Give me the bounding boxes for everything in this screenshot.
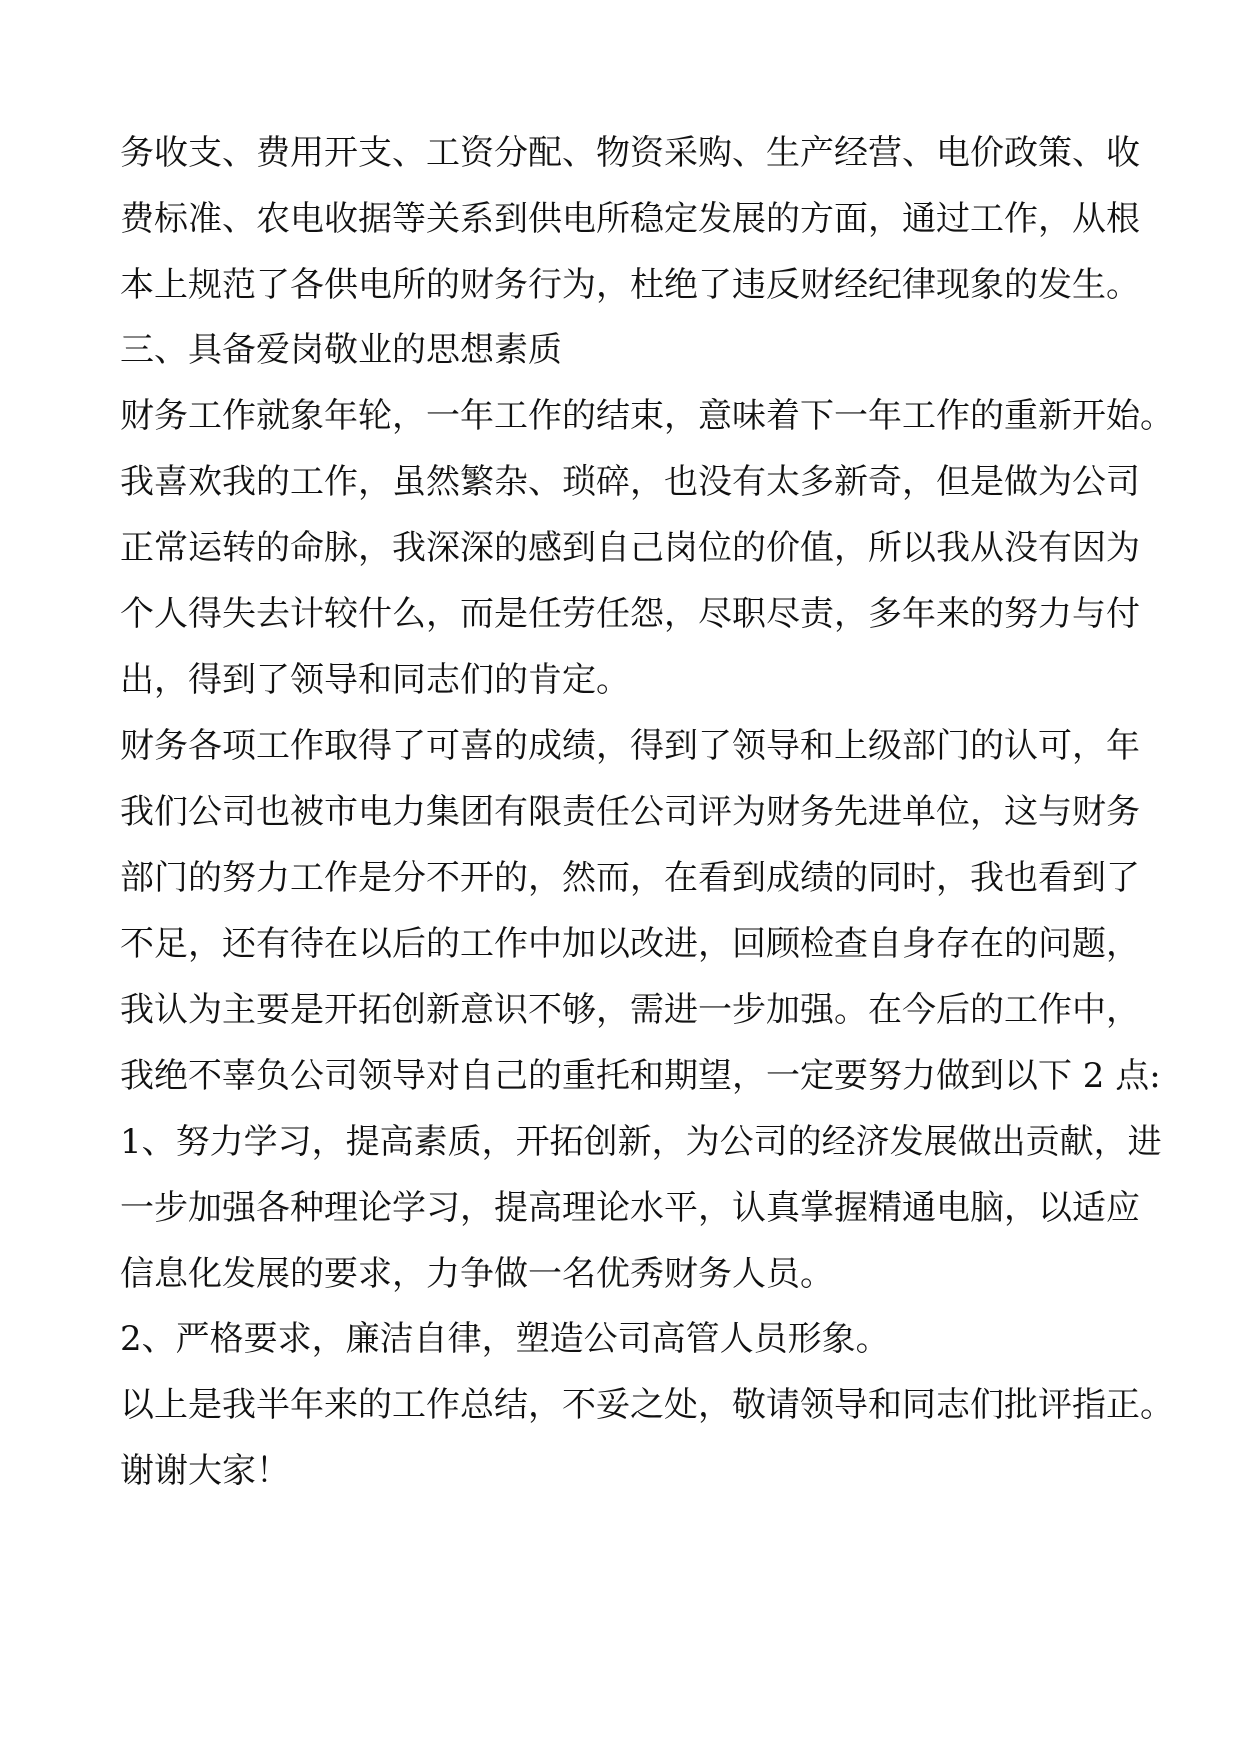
text-line: 财务各项工作取得了可喜的成绩，得到了领导和上级部门的认可，年: [120, 726, 1140, 766]
section-heading: 三、具备爱岗敬业的思想素质: [120, 330, 562, 370]
text-line: 我认为主要是开拓创新意识不够，需进一步加强。在今后的工作中，: [120, 990, 1140, 1030]
text-line: 我喜欢我的工作，虽然繁杂、琐碎，也没有太多新奇，但是做为公司: [120, 462, 1140, 502]
text-line: 出，得到了领导和同志们的肯定。: [120, 660, 630, 700]
text-line: 正常运转的命脉，我深深的感到自己岗位的价值，所以我从没有因为: [120, 528, 1140, 568]
list-item-1: 1、努力学习，提高素质，开拓创新，为公司的经济发展做出贡献，进: [120, 1122, 1162, 1162]
text-line: 财务工作就象年轮，一年工作的结束，意味着下一年工作的重新开始。: [120, 396, 1174, 436]
text-line: 本上规范了各供电所的财务行为，杜绝了违反财经纪律现象的发生。: [120, 265, 1140, 305]
list-item-2: 2、严格要求，廉洁自律，塑造公司高管人员形象。: [120, 1319, 890, 1359]
text-line: 以上是我半年来的工作总结，不妥之处，敬请领导和同志们批评指正。: [120, 1385, 1174, 1425]
text-line: 我绝不辜负公司领导对自己的重托和期望，一定要努力做到以下 2 点:: [120, 1056, 1161, 1096]
text-line: 务收支、费用开支、工资分配、物资采购、生产经营、电价政策、收: [120, 133, 1140, 173]
text-line: 我们公司也被市电力集团有限责任公司评为财务先进单位，这与财务: [120, 792, 1140, 832]
text-line: 个人得失去计较什么，而是任劳任怨，尽职尽责，多年来的努力与付: [120, 594, 1140, 634]
closing-line: 谢谢大家！: [120, 1451, 290, 1491]
text-line: 费标准、农电收据等关系到供电所稳定发展的方面，通过工作，从根: [120, 199, 1140, 239]
text-line: 信息化发展的要求，力争做一名优秀财务人员。: [120, 1254, 834, 1294]
text-line: 一步加强各种理论学习，提高理论水平，认真掌握精通电脑，以适应: [120, 1188, 1140, 1228]
text-line: 不足，还有待在以后的工作中加以改进，回顾检查自身存在的问题，: [120, 924, 1140, 964]
text-line: 部门的努力工作是分不开的，然而，在看到成绩的同时，我也看到了: [120, 858, 1140, 898]
